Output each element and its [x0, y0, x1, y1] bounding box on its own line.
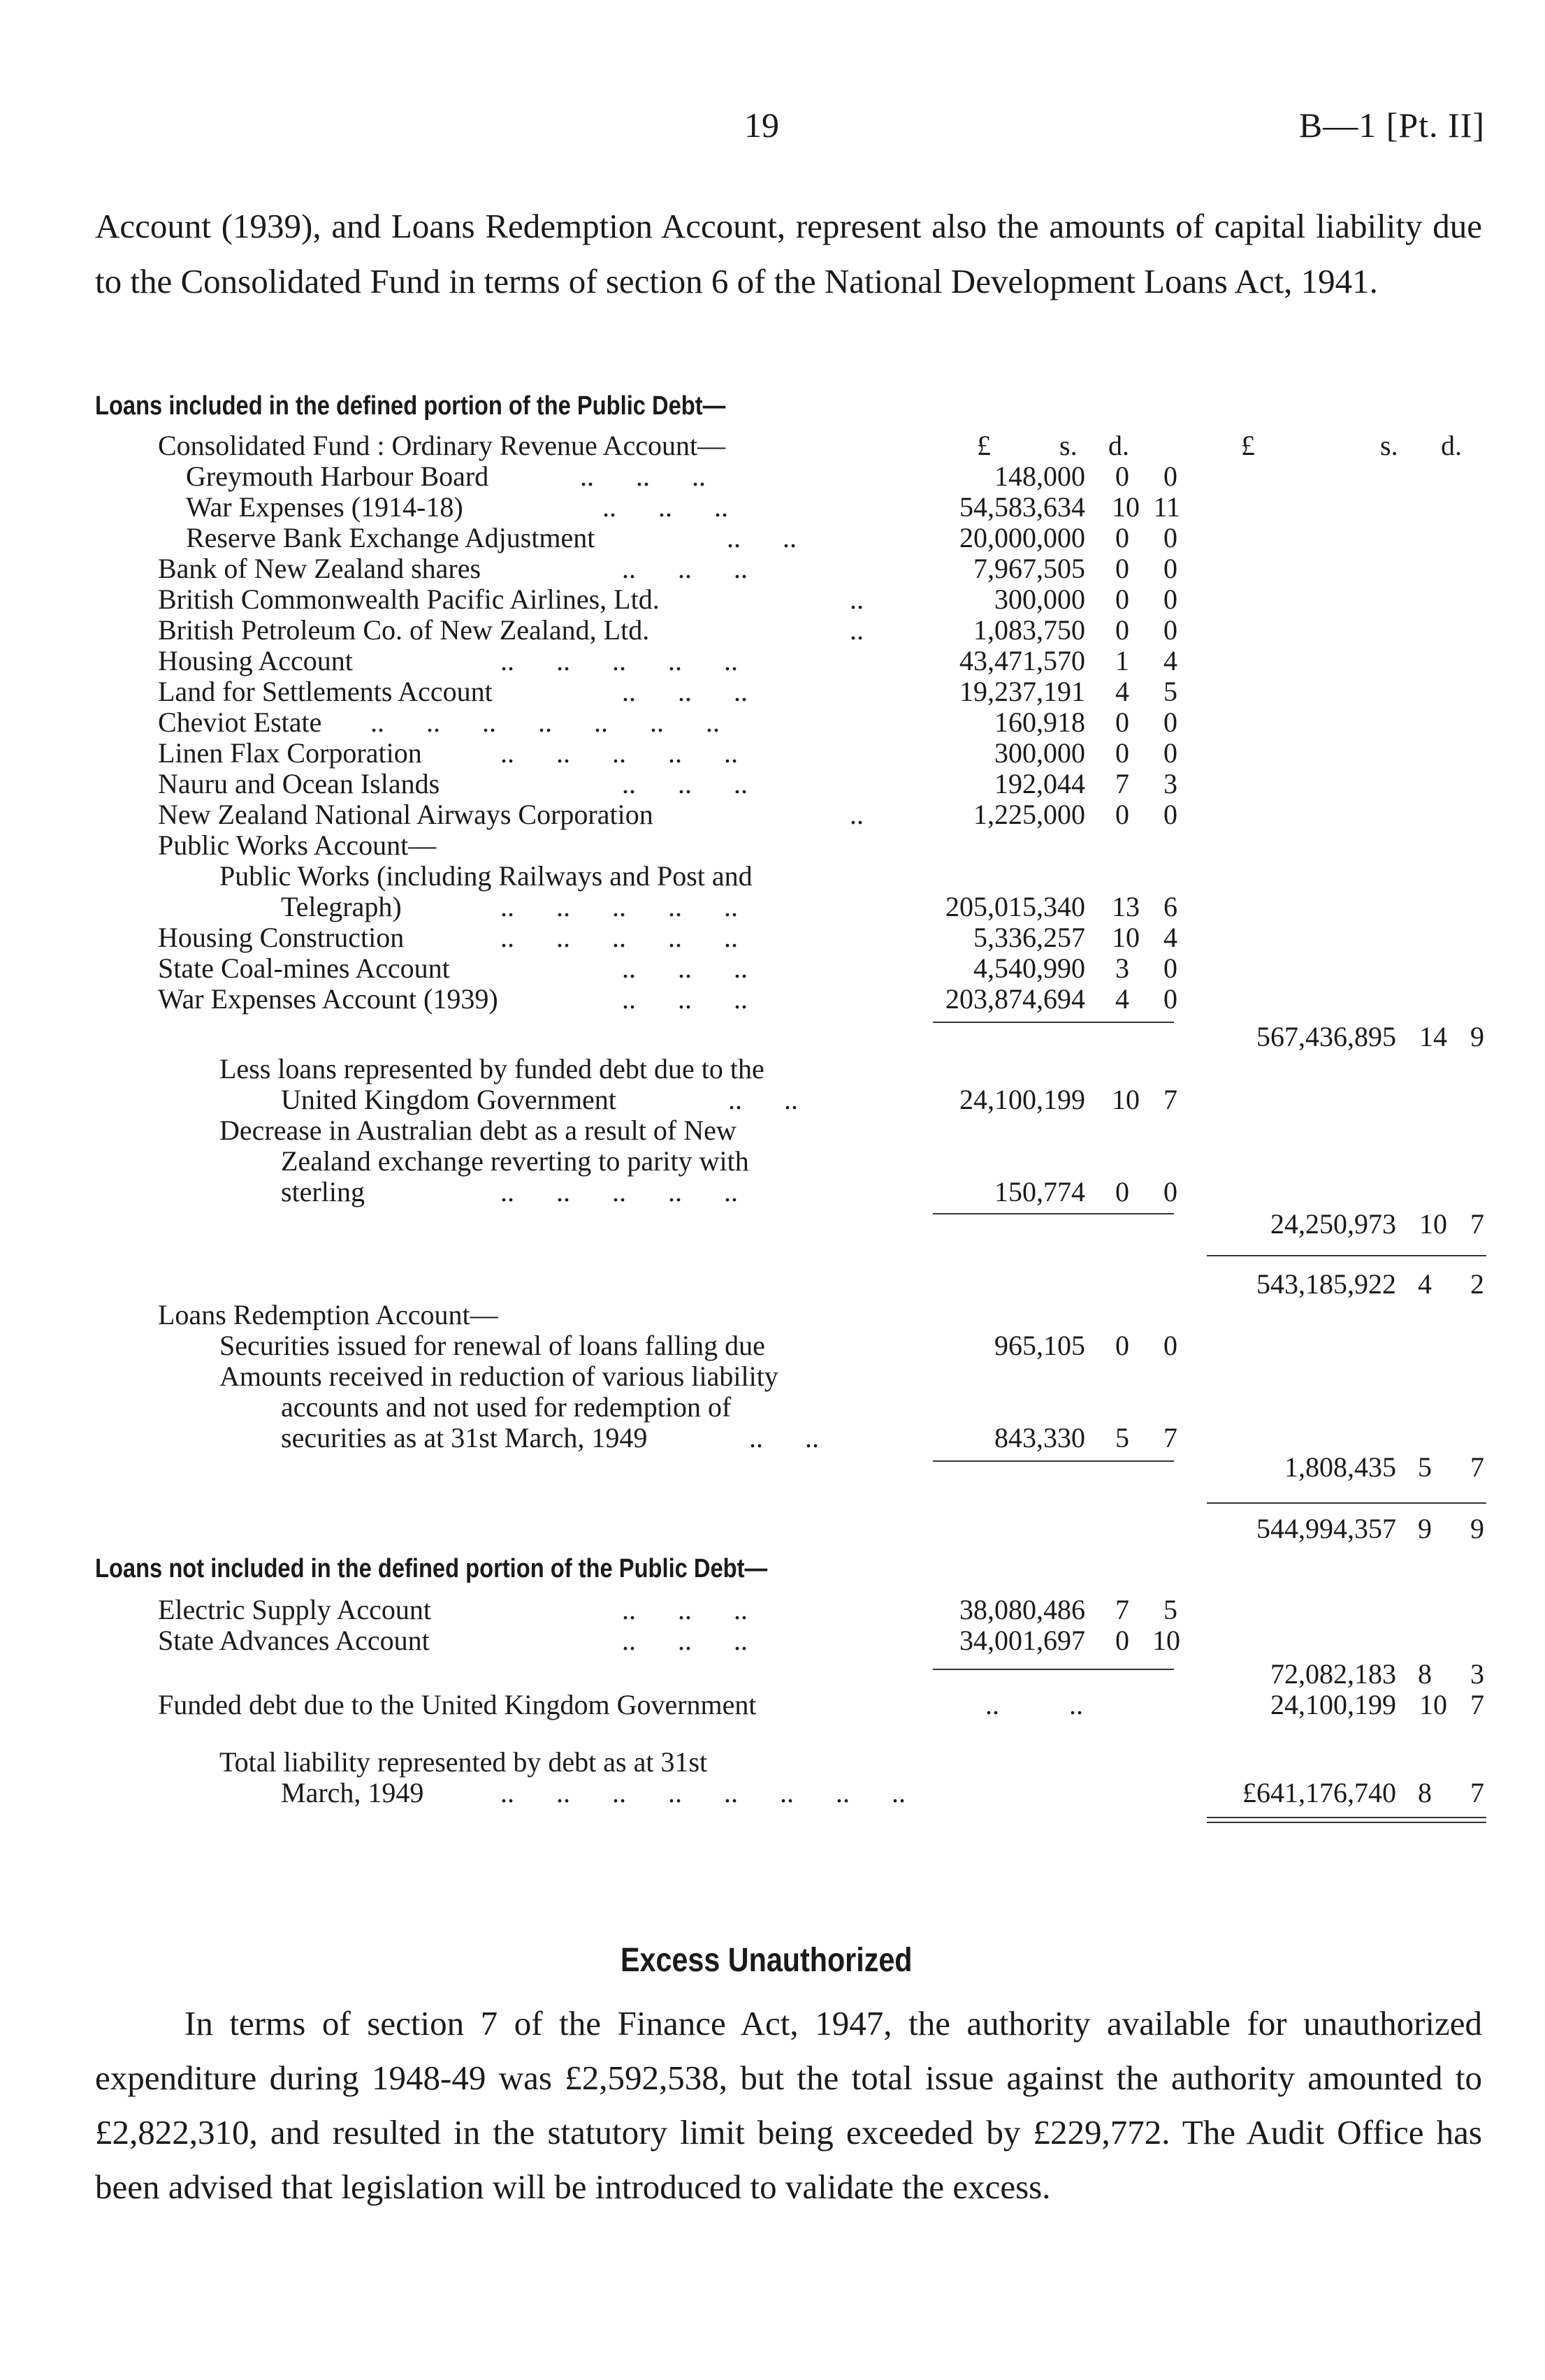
ledger-row-label: State Advances Account — [158, 1625, 430, 1656]
dot-leader: .. — [850, 799, 864, 830]
dot-leader: .. .. — [749, 1422, 819, 1453]
amount-pounds: 544,994,357 — [1256, 1513, 1396, 1544]
ledger-row-label: Bank of New Zealand shares — [158, 553, 481, 584]
ledger-row — [0, 1330, 1545, 1361]
amount-pounds: 567,436,895 — [1256, 1021, 1396, 1052]
amount-pence: 0 — [1163, 553, 1177, 584]
amount-pence: 10 — [1152, 1625, 1180, 1656]
ledger-row — [0, 1300, 1545, 1330]
amount-pence: 0 — [1163, 522, 1177, 553]
document-reference: B—1 [Pt. II] — [1298, 106, 1485, 145]
ledger-row — [0, 769, 1545, 799]
amount-pounds: 7,967,505 — [973, 553, 1085, 584]
amount-pence: 0 — [1163, 1330, 1177, 1361]
dot-leader: .. .. .. .. .. .. .. — [370, 706, 720, 738]
ledger-row-label: Decrease in Australian debt as a result of New — [219, 1115, 737, 1146]
amount-pounds: 38,080,486 — [959, 1594, 1085, 1625]
amount-shillings: 7 — [1115, 768, 1129, 799]
ledger-row-label: Funded debt due to the United Kingdom Government — [158, 1689, 757, 1720]
section-heading-not-included: Loans not included in the defined portion of the Public Debt— — [95, 1554, 768, 1583]
ledger-row — [0, 922, 1545, 953]
ledger-row — [0, 461, 1545, 492]
amount-shillings: 10 — [1419, 1208, 1447, 1240]
amount-shillings: 5 — [1115, 1422, 1129, 1453]
ledger-row — [0, 1423, 1545, 1453]
amount-shillings: 0 — [1115, 706, 1129, 738]
amount-pounds: 965,105 — [994, 1330, 1085, 1361]
dot-leader: .. .. .. .. .. — [500, 1176, 738, 1207]
ledger-row-label: Greymouth Harbour Board — [186, 460, 489, 492]
ledger-row — [0, 1115, 1545, 1146]
subtotal-row — [0, 1659, 1545, 1690]
ledger-row-label: Amounts received in reduction of various liability — [219, 1360, 778, 1392]
amount-pence: 4 — [1163, 922, 1177, 953]
dot-leader: .. .. .. — [622, 1625, 748, 1656]
amount-shillings: 14 — [1419, 1021, 1447, 1052]
amount-shillings: 0 — [1115, 1625, 1129, 1656]
amount-pounds: 148,000 — [994, 460, 1085, 492]
ledger-row-label: British Petroleum Co. of New Zealand, Ltd. — [158, 614, 650, 646]
dot-leader: .. — [850, 614, 864, 646]
ledger-row-label: Land for Settlements Account — [158, 676, 493, 707]
ledger-row — [0, 892, 1545, 922]
amount-pence: 4 — [1163, 645, 1177, 676]
dot-leader: .. .. .. — [622, 983, 748, 1015]
double-rule-top — [1207, 1817, 1486, 1818]
ledger-row-label: Public Works Account— — [158, 829, 437, 861]
amount-pence: 0 — [1163, 614, 1177, 646]
subtotal-row — [0, 1269, 1545, 1300]
column-rule — [1207, 1502, 1486, 1504]
amount-pounds: 54,583,634 — [959, 491, 1085, 523]
ledger-row — [0, 707, 1545, 738]
ledger-row — [0, 646, 1545, 676]
amount-pounds: 34,001,697 — [959, 1625, 1085, 1656]
amount-pounds: 19,237,191 — [959, 676, 1085, 707]
ledger-row — [0, 1595, 1545, 1625]
amount-pence: 3 — [1163, 768, 1177, 799]
dot-leader: .. .. — [985, 1689, 1083, 1720]
amount-pence: 9 — [1470, 1513, 1484, 1544]
amount-pence: 7 — [1470, 1208, 1484, 1240]
amount-shillings: 3 — [1115, 952, 1129, 984]
amount-pounds: 24,250,973 — [1270, 1208, 1396, 1240]
amount-shillings: 8 — [1418, 1777, 1432, 1808]
ledger-row-label: Loans Redemption Account— — [158, 1299, 498, 1330]
ledger-row — [0, 799, 1545, 830]
amount-shillings: 8 — [1418, 1658, 1432, 1690]
page-number: 19 — [744, 106, 779, 145]
dot-leader: .. .. .. .. .. — [500, 737, 738, 769]
dot-leader: .. .. — [727, 522, 797, 553]
ledger-row-label: Consolidated Fund : Ordinary Revenue Account— — [158, 430, 726, 461]
amount-pence: 3 — [1470, 1658, 1484, 1690]
dot-leader: .. .. .. .. .. .. .. .. — [500, 1777, 906, 1808]
amount-pence: 0 — [1163, 706, 1177, 738]
amount-pounds: 43,471,570 — [959, 645, 1085, 676]
amount-pence: 11 — [1153, 491, 1180, 523]
amount-shillings: 0 — [1115, 1330, 1129, 1361]
ledger-row-label: State Coal-mines Account — [158, 952, 450, 984]
pence-column-header: d. — [1441, 430, 1462, 461]
pence-column-header: d. — [1108, 430, 1129, 461]
amount-shillings: 0 — [1115, 460, 1129, 492]
ledger-row-label: War Expenses Account (1939) — [158, 983, 498, 1015]
amount-pounds: 160,918 — [994, 706, 1085, 738]
amount-shillings: 4 — [1115, 983, 1129, 1015]
section-heading-included: Loans included in the defined portion of the Public Debt— — [95, 391, 726, 421]
ledger-row-label: accounts and not used for redemption of — [281, 1391, 732, 1423]
pounds-column-header: £ — [1241, 430, 1255, 461]
amount-pounds: 4,540,990 — [973, 952, 1085, 984]
dot-leader: .. — [850, 583, 864, 615]
amount-pounds: 5,336,257 — [973, 922, 1085, 953]
amount-shillings: 5 — [1418, 1451, 1432, 1483]
dot-leader: .. .. .. — [602, 491, 728, 523]
ledger-row — [0, 1361, 1545, 1392]
amount-shillings: 10 — [1112, 922, 1140, 953]
ledger-row — [0, 1084, 1545, 1115]
dot-leader: .. .. .. — [622, 676, 748, 707]
amount-shillings: 0 — [1115, 553, 1129, 584]
ledger-row-label: Public Works (including Railways and Post and — [219, 860, 753, 892]
amount-shillings: 10 — [1419, 1689, 1447, 1720]
dot-leader: .. .. .. — [622, 553, 748, 584]
ledger-row — [0, 430, 1545, 461]
ledger-row-label: Linen Flax Corporation — [158, 737, 422, 769]
ledger-row-label: Electric Supply Account — [158, 1594, 432, 1625]
ledger-row-label: Securities issued for renewal of loans falling due — [219, 1330, 765, 1361]
amount-shillings: 10 — [1112, 1084, 1140, 1115]
amount-pounds: 1,808,435 — [1284, 1451, 1396, 1483]
double-rule-bottom — [1207, 1822, 1486, 1823]
amount-pounds: 205,015,340 — [945, 891, 1085, 922]
ledger-row — [0, 1146, 1545, 1177]
total-row — [0, 1514, 1545, 1544]
amount-pounds: 300,000 — [994, 583, 1085, 615]
amount-pence: 7 — [1163, 1084, 1177, 1115]
amount-pence: 2 — [1470, 1268, 1484, 1300]
grand-total-row — [0, 1778, 1545, 1808]
amount-pounds: 192,044 — [994, 768, 1085, 799]
ledger-row — [0, 1625, 1545, 1656]
ledger-row — [0, 953, 1545, 984]
amount-shillings: 4 — [1115, 676, 1129, 707]
amount-shillings: 0 — [1115, 522, 1129, 553]
ledger-row-label: Less loans represented by funded debt due to the — [219, 1053, 764, 1084]
amount-pence: 5 — [1163, 676, 1177, 707]
ledger-row — [0, 676, 1545, 707]
ledger-row — [0, 1054, 1545, 1084]
dot-leader: .. .. — [728, 1084, 798, 1115]
ledger-row-label: United Kingdom Government — [281, 1084, 616, 1115]
ledger-row — [0, 861, 1545, 892]
ledger-row-label: sterling — [281, 1176, 365, 1207]
ledger-row-label: Cheviot Estate — [158, 706, 322, 738]
ledger-row-label: March, 1949 — [281, 1777, 424, 1808]
shillings-column-header: s. — [1380, 430, 1398, 461]
amount-pounds: 1,083,750 — [973, 614, 1085, 646]
dot-leader: .. .. .. — [622, 768, 748, 799]
subtotal-row — [0, 1452, 1545, 1483]
ledger-row-label: Reserve Bank Exchange Adjustment — [186, 522, 595, 553]
dot-leader: .. .. .. — [622, 952, 748, 984]
amount-pounds: 150,774 — [994, 1176, 1085, 1207]
ledger-row-label: War Expenses (1914-18) — [186, 491, 463, 523]
amount-pence: 0 — [1163, 1176, 1177, 1207]
amount-shillings: 0 — [1115, 737, 1129, 769]
amount-pence: 0 — [1163, 799, 1177, 830]
amount-pounds: 543,185,922 — [1256, 1268, 1396, 1300]
amount-pence: 7 — [1470, 1777, 1484, 1808]
amount-pounds: 24,100,199 — [1270, 1689, 1396, 1720]
amount-pence: 0 — [1163, 737, 1177, 769]
amount-shillings: 10 — [1112, 491, 1140, 523]
excess-paragraph: In terms of section 7 of the Finance Act, 1947, the authority available for unauthorized expenditure during 1948-49 was £2,592,538, but the total issue against the authority amounted to £2,822,310, and resulted in the statutory limit being exceeded by £229,772. The Audit Office has been advised that legislation will be introduced to validate the excess. — [95, 2004, 1482, 2206]
amount-pence: 0 — [1163, 952, 1177, 984]
amount-shillings: 1 — [1115, 645, 1129, 676]
ledger-row — [0, 1747, 1545, 1778]
ledger-row-label: Nauru and Ocean Islands — [158, 768, 440, 799]
amount-pounds: 203,874,694 — [945, 983, 1085, 1015]
amount-shillings: 13 — [1112, 891, 1140, 922]
amount-pence: 5 — [1163, 1594, 1177, 1625]
amount-pence: 0 — [1163, 583, 1177, 615]
ledger-row — [0, 492, 1545, 523]
amount-shillings: 7 — [1115, 1594, 1129, 1625]
amount-pounds: 1,225,000 — [973, 799, 1085, 830]
excess-heading: Excess Unauthorized — [621, 1942, 913, 1979]
ledger-row — [0, 738, 1545, 769]
ledger-row — [0, 1690, 1545, 1720]
amount-shillings: 4 — [1418, 1268, 1432, 1300]
intro-paragraph: Account (1939), and Loans Redemption Account, represent also the amounts of capital liability due to the Consolidated Fund in terms of section 6 of the National Development Loans Act, 1941. — [95, 207, 1482, 300]
amount-pence: 0 — [1163, 460, 1177, 492]
ledger-row — [0, 830, 1545, 861]
ledger-row — [0, 615, 1545, 646]
ledger-row-label: Total liability represented by debt as at 31st — [219, 1746, 708, 1778]
subtotal-row — [0, 1209, 1545, 1240]
dot-leader: .. .. .. — [622, 1594, 748, 1625]
amount-pence: 7 — [1470, 1689, 1484, 1720]
ledger-row-label: New Zealand National Airways Corporation — [158, 799, 653, 830]
ledger-row-label: Housing Account — [158, 645, 353, 676]
dot-leader: .. .. .. — [580, 460, 706, 492]
amount-pounds: £641,176,740 — [1242, 1777, 1396, 1808]
amount-pounds: 300,000 — [994, 737, 1085, 769]
ledger-row-label: securities as at 31st March, 1949 — [281, 1422, 648, 1453]
ledger-row — [0, 584, 1545, 615]
amount-pounds: 843,330 — [994, 1422, 1085, 1453]
shillings-column-header: s. — [1059, 430, 1078, 461]
pounds-column-header: £ — [977, 430, 991, 461]
dot-leader: .. .. .. .. .. — [500, 922, 738, 953]
dot-leader: .. .. .. .. .. — [500, 645, 738, 676]
amount-shillings: 0 — [1115, 583, 1129, 615]
amount-pence: 7 — [1470, 1451, 1484, 1483]
amount-shillings: 9 — [1418, 1513, 1432, 1544]
ledger-row-label: Telegraph) — [281, 891, 402, 922]
amount-shillings: 0 — [1115, 614, 1129, 646]
column-rule — [1207, 1255, 1486, 1256]
subtotal-row — [0, 1022, 1545, 1052]
dot-leader: .. .. .. .. .. — [500, 891, 738, 922]
amount-pence: 6 — [1163, 891, 1177, 922]
ledger-row — [0, 553, 1545, 584]
ledger-row — [0, 523, 1545, 553]
amount-pounds: 20,000,000 — [959, 522, 1085, 553]
amount-pounds: 72,082,183 — [1270, 1658, 1396, 1690]
amount-pence: 0 — [1163, 983, 1177, 1015]
amount-shillings: 0 — [1115, 799, 1129, 830]
ledger-row — [0, 1392, 1545, 1423]
ledger-row — [0, 984, 1545, 1015]
ledger-row-label: British Commonwealth Pacific Airlines, Ltd. — [158, 583, 660, 615]
amount-pounds: 24,100,199 — [959, 1084, 1085, 1115]
amount-shillings: 0 — [1115, 1176, 1129, 1207]
ledger-row — [0, 1177, 1545, 1207]
amount-pence: 7 — [1163, 1422, 1177, 1453]
ledger-row-label: Housing Construction — [158, 922, 405, 953]
ledger-row-label: Zealand exchange reverting to parity with — [281, 1145, 749, 1177]
amount-pence: 9 — [1470, 1021, 1484, 1052]
